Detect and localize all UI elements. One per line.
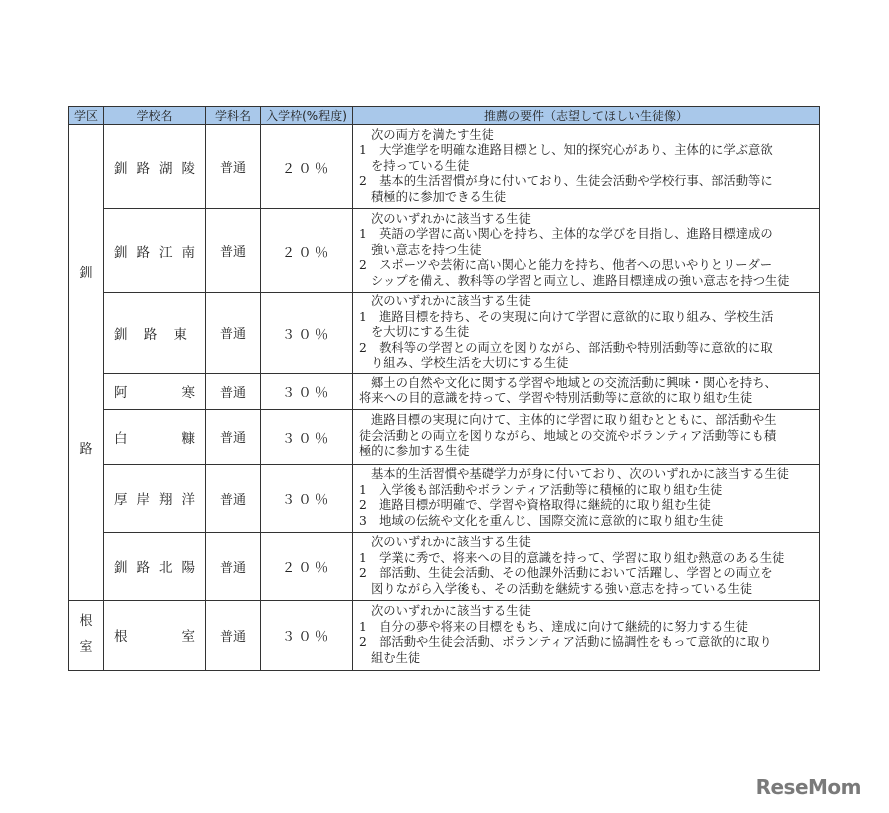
table-row	[69, 209, 820, 293]
school-name-char: 路	[136, 244, 150, 261]
requirements-cell	[353, 125, 820, 209]
table-row	[69, 293, 820, 374]
requirement-line: 1 自分の夢や将来の目標をもち、達成に向けて継続的に努力する生徒	[359, 619, 749, 634]
school-name-char: 路	[136, 560, 150, 576]
quota-cell: ３０％	[261, 464, 353, 532]
district-cell	[69, 125, 104, 601]
district-char: 釧	[79, 266, 93, 282]
school-name-char: 釧	[114, 326, 128, 343]
requirement-line: 1 学業に秀で、将来への目的意識を持って、学習に取り組む熱意のある生徒	[359, 550, 785, 565]
school-name-char: 湖	[159, 160, 173, 177]
table-row	[69, 600, 820, 670]
requirements-cell	[353, 409, 820, 464]
requirements-cell	[353, 600, 820, 670]
school-name	[104, 409, 206, 464]
requirement-line: 2 進路目標が明確で、学習や資格取得に継続的に取り組む生徒	[359, 498, 711, 512]
school-name-char: 白	[114, 430, 128, 447]
requirement-line: 次のいずれかに該当する生徒	[371, 211, 531, 226]
school-name-char: 岸	[136, 492, 150, 508]
school-name-char: 釧	[114, 244, 128, 261]
school-name	[104, 209, 206, 293]
requirement-line: 次のいずれかに該当する生徒	[371, 535, 531, 549]
requirement-line: 郷土の自然や文化に関する学習や地域との交流活動に興味・関心を持ち、	[371, 375, 777, 390]
quota-cell: ３０％	[261, 293, 353, 374]
school-name-char: 室	[181, 629, 195, 645]
school-name-char: 北	[159, 560, 173, 576]
requirements-cell	[353, 464, 820, 532]
requirements-cell	[353, 532, 820, 600]
school-name	[104, 600, 206, 670]
requirement-line: 2 基本的生活習慣が身に付いており、生徒会活動や学校行事、部活動等に	[359, 174, 773, 189]
table-row	[69, 464, 820, 532]
school-name-char: 洋	[181, 492, 195, 508]
requirement-line: 2 部活動、生徒会活動、その他課外活動において活躍し、学習との両立を	[359, 566, 773, 580]
requirement-line: 図りながら入学後も、その活動を継続する強い意志を持っている生徒	[371, 581, 753, 596]
header-dept: 学科名	[206, 107, 261, 125]
dept-cell: 普通	[206, 293, 261, 374]
dept-cell: 普通	[206, 464, 261, 532]
requirement-line: 1 進路目標を持ち、その実現に向けて学習に意欲的に取り組み、学校生活	[359, 309, 774, 324]
school-name-char: 糠	[181, 430, 195, 447]
header-row	[69, 107, 820, 125]
requirement-line: 次の両方を満たす生徒	[371, 127, 494, 142]
school-name	[104, 125, 206, 209]
requirement-line: 1 英語の学習に高い関心を持ち、主体的な学びを目指し、進路目標達成の	[359, 227, 773, 242]
school-name	[104, 373, 206, 409]
table-row	[69, 125, 820, 209]
requirement-line: 強い意志を持つ生徒	[371, 242, 482, 257]
school-name-char: 東	[173, 326, 187, 343]
school-name	[104, 532, 206, 600]
requirement-line: 基本的生活習慣や基礎学力が身に付いており、次のいずれかに該当する生徒	[371, 467, 790, 481]
header-district: 学区	[69, 107, 104, 125]
table-row	[69, 532, 820, 600]
school-name-char: 路	[136, 160, 150, 177]
header-requirements: 推薦の要件（志望してほしい生徒像）	[353, 107, 820, 125]
requirement-line: を大切にする生徒	[371, 325, 470, 339]
school-name-char: 寒	[181, 385, 195, 401]
district-char: 路	[79, 442, 93, 458]
quota-cell: ２０％	[261, 532, 353, 600]
resemom-logo: ReseMom	[755, 775, 861, 799]
requirement-line: 進路目標の実現に向けて、主体的に学習に取り組むとともに、部活動や生	[371, 413, 777, 428]
school-name-char: 阿	[114, 385, 128, 401]
school-name-char: 根	[114, 629, 128, 645]
quota-cell: ３０％	[261, 600, 353, 670]
district-cell	[69, 600, 104, 670]
school-name-char: 厚	[114, 492, 128, 508]
requirements-cell	[353, 373, 820, 409]
school-name-char: 南	[181, 244, 195, 261]
dept-cell: 普通	[206, 409, 261, 464]
requirement-line: 3 地域の伝統や文化を重んじ、国際交流に意欲的に取り組む生徒	[359, 513, 724, 528]
requirement-line: 次のいずれかに該当する生徒	[371, 294, 531, 308]
header-school: 学校名	[104, 107, 206, 125]
school-name-char: 釧	[114, 160, 128, 177]
requirement-line: 積極的に参加できる生徒	[371, 189, 507, 204]
requirement-line: 1 大学進学を明確な進路目標とし、知的探究心があり、主体的に学ぶ意欲	[359, 143, 773, 158]
dept-cell: 普通	[206, 600, 261, 670]
recommendation-table	[68, 106, 820, 671]
table-row	[69, 409, 820, 464]
requirement-line: 2 スポーツや芸術に高い関心と能力を持ち、他者への思いやりとリーダー	[359, 258, 773, 273]
school-name-char: 陽	[181, 560, 195, 576]
school-name-char: 路	[143, 326, 158, 343]
requirement-line: 将来への目的意識を持って、学習や特別活動等に意欲的に取り組む生徒	[359, 391, 753, 405]
quota-cell: ２０％	[261, 209, 353, 293]
requirement-line: シップを備え、教科等の学習と両立し、進路目標達成の強い意志を持つ生徒	[371, 273, 790, 288]
dept-cell: 普通	[206, 125, 261, 209]
school-name-char: 釧	[114, 560, 128, 576]
quota-cell: ３０％	[261, 373, 353, 409]
dept-cell: 普通	[206, 209, 261, 293]
dept-cell: 普通	[206, 532, 261, 600]
requirements-cell	[353, 293, 820, 374]
requirement-line: 徒会活動との両立を図りながら、地域との交流やボランティア活動等にも積	[359, 428, 777, 443]
requirement-line: 2 部活動や生徒会活動、ボランティア活動に協調性をもって意欲的に取り	[359, 635, 772, 649]
header-quota: 入学枠(%程度)	[261, 107, 353, 125]
requirement-line: を持っている生徒	[371, 158, 470, 173]
requirement-line: り組み、学校生活を大切にする生徒	[371, 356, 569, 370]
district-char: 室	[79, 640, 93, 655]
requirement-line: 次のいずれかに該当する生徒	[371, 604, 531, 618]
dept-cell: 普通	[206, 373, 261, 409]
school-name-char: 陵	[181, 160, 195, 177]
quota-cell: ３０％	[261, 409, 353, 464]
requirement-line: 極的に参加する生徒	[359, 444, 470, 459]
requirement-line: 1 入学後も部活動やボランティア活動等に積極的に取り組む生徒	[359, 482, 723, 497]
quota-cell: ２０％	[261, 125, 353, 209]
requirement-line: 2 教科等の学習との両立を図りながら、部活動や特別活動等に意欲的に取	[359, 340, 773, 355]
school-name-char: 翔	[159, 492, 173, 508]
requirement-line: 組む生徒	[371, 650, 421, 665]
district-char: 根	[79, 614, 93, 629]
school-name	[104, 293, 206, 374]
requirements-cell	[353, 209, 820, 293]
school-name-char: 江	[159, 244, 173, 261]
table-row	[69, 373, 820, 409]
school-name	[104, 464, 206, 532]
